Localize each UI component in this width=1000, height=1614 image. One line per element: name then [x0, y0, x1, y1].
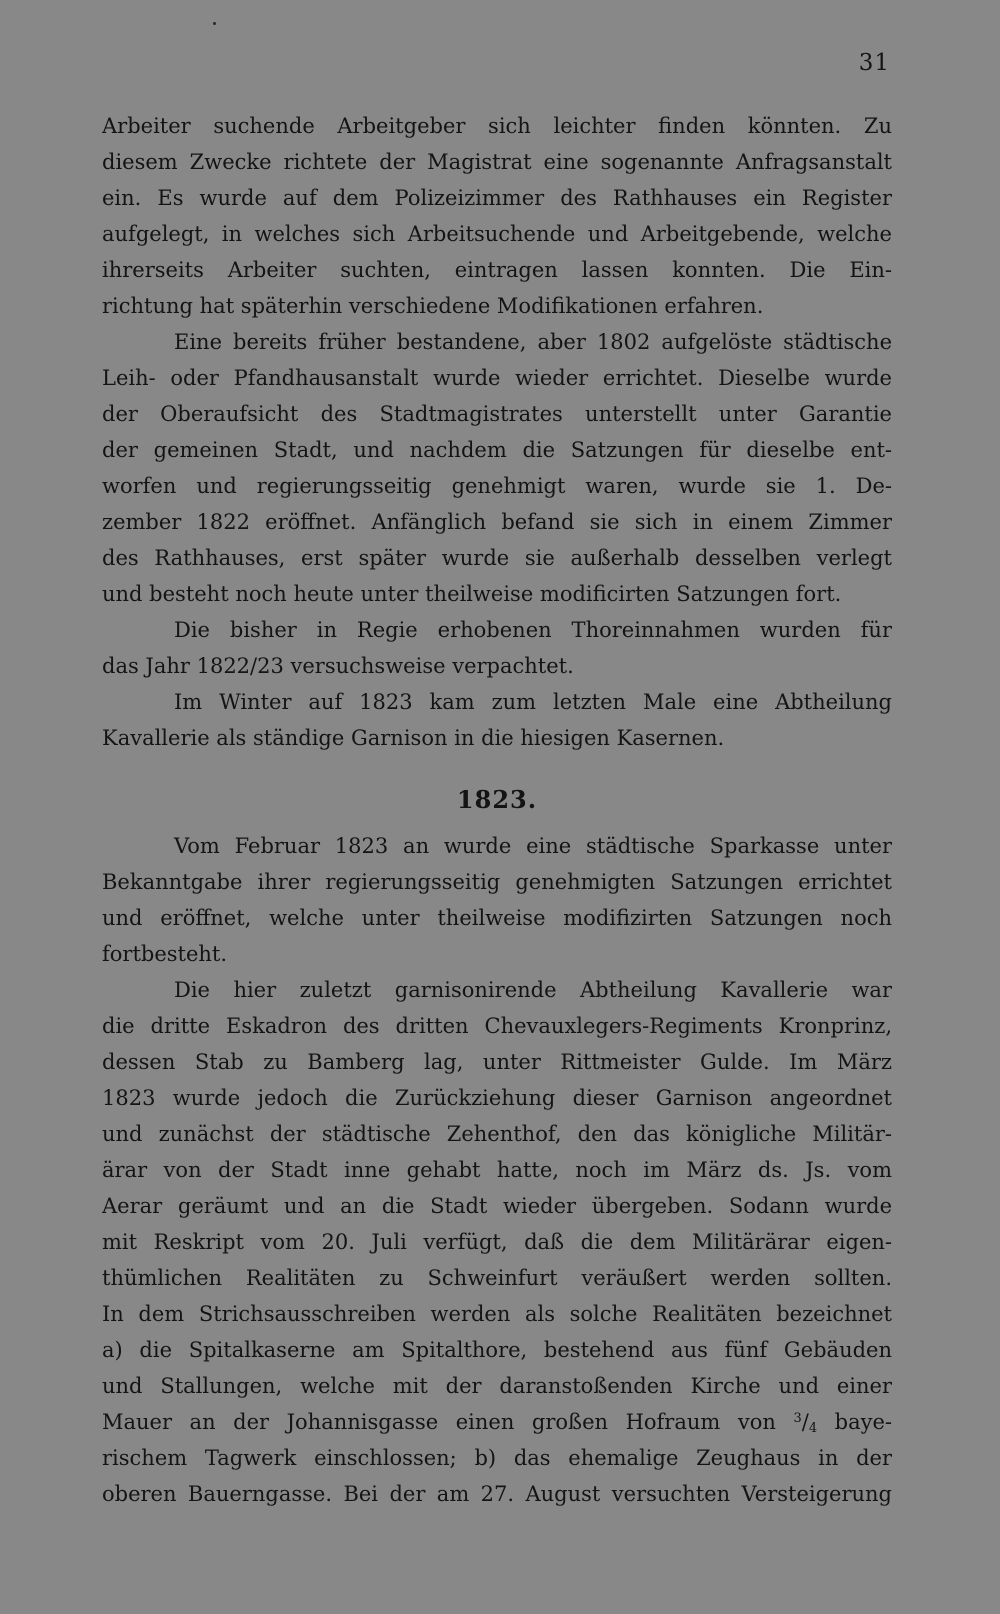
text-line: In dem Strichsausschreiben werden als solche Realitäten bezeichnet: [102, 1302, 892, 1326]
fraction-numerator: 3: [793, 1411, 802, 1426]
section-1822-text: [102, 108, 892, 756]
text-line: Kavallerie als ständige Garnison in die hiesigen Kasernen.: [102, 726, 725, 750]
text-line: thümlichen Realitäten zu Schweinfurt veräußert werden sollten.: [102, 1266, 892, 1290]
text-line: Arbeiter suchende Arbeitgeber sich leichter finden könnten. Zu: [102, 114, 892, 138]
text-line: zember 1822 eröffnet. Anfänglich befand sie sich in einem Zimmer: [102, 510, 892, 534]
page-body: [102, 108, 892, 1512]
text-line: Vom Februar 1823 an wurde eine städtische Sparkasse unter: [174, 834, 892, 858]
text-line: dessen Stab zu Bamberg lag, unter Rittmeister Gulde. Im März: [102, 1050, 892, 1074]
text-line-with-fraction: [102, 1404, 892, 1440]
text-line: das Jahr 1822/23 versuchsweise verpachtet.: [102, 654, 574, 678]
text-line: Die hier zuletzt garnisonirende Abtheilung Kavallerie war: [174, 978, 892, 1002]
text-line: ihrerseits Arbeiter suchten, eintragen lassen konnten. Die Ein-: [102, 258, 892, 282]
text-line: und zunächst der städtische Zehenthof, den das königliche Militär-: [102, 1122, 892, 1146]
text-line: Die bisher in Regie erhobenen Thoreinnahmen wurden für: [174, 618, 892, 642]
text-line: und besteht noch heute unter theilweise modificirten Satzungen fort.: [102, 582, 842, 606]
text-line: 1823 wurde jedoch die Zurückziehung dieser Garnison angeordnet: [102, 1086, 892, 1110]
text-line: rischem Tagwerk einschlossen; b) das ehemalige Zeughaus in der: [102, 1446, 892, 1470]
text-line: fortbesteht.: [102, 942, 228, 966]
text-line: Eine bereits früher bestandene, aber 1802 aufgelöste städtische: [174, 330, 892, 354]
text-line: des Rathhauses, erst später wurde sie außerhalb desselben verlegt: [102, 546, 892, 570]
text-line: aufgelegt, in welches sich Arbeitsuchende und Arbeitgebende, welche: [102, 222, 892, 246]
section-1823-text: [102, 828, 892, 1512]
fraction-slash: /: [801, 1410, 809, 1434]
text-line: der Oberaufsicht des Stadtmagistrates unterstellt unter Garantie: [102, 402, 892, 426]
text-line: und Stallungen, welche mit der daranstoßenden Kirche und einer: [102, 1374, 892, 1398]
text-line: a) die Spitalkaserne am Spitalthore, bestehend aus fünf Gebäuden: [102, 1338, 892, 1362]
text-line: mit Reskript vom 20. Juli verfügt, daß die dem Militärärar eigen-: [102, 1230, 892, 1254]
text-line: Aerar geräumt und an die Stadt wieder übergeben. Sodann wurde: [102, 1194, 892, 1218]
year-heading: 1823.: [456, 785, 538, 814]
text-segment: Mauer an der Johannisgasse einen großen Hofraum von: [102, 1410, 776, 1434]
text-segment: baye-: [817, 1410, 892, 1434]
text-line: ein. Es wurde auf dem Polizeizimmer des Rathhauses ein Register: [102, 186, 892, 210]
text-line: Im Winter auf 1823 kam zum letzten Male eine Abtheilung: [174, 690, 892, 714]
text-line: worfen und regierungsseitig genehmigt waren, wurde sie 1. De-: [102, 474, 892, 498]
page-number: 31: [858, 50, 890, 76]
text-line: diesem Zwecke richtete der Magistrat eine sogenannte Anfragsanstalt: [102, 150, 892, 174]
text-line: richtung hat späterhin verschiedene Modifikationen erfahren.: [102, 294, 764, 318]
text-line: oberen Bauerngasse. Bei der am 27. August versuchten Versteigerung: [102, 1482, 892, 1506]
text-line: die dritte Eskadron des dritten Chevauxlegers-Regiments Kronprinz,: [102, 1014, 892, 1038]
text-line: Bekanntgabe ihrer regierungsseitig genehmigten Satzungen errichtet: [102, 870, 892, 894]
ink-speck: [213, 22, 216, 25]
fraction-denominator: 4: [808, 1421, 818, 1436]
text-line: ärar von der Stadt inne gehabt hatte, noch im März ds. Js. vom: [102, 1158, 892, 1182]
text-line: Leih- oder Pfandhausanstalt wurde wieder errichtet. Dieselbe wurde: [102, 366, 892, 390]
text-line: und eröffnet, welche unter theilweise modifizirten Satzungen noch: [102, 906, 892, 930]
text-line: der gemeinen Stadt, und nachdem die Satzungen für dieselbe ent-: [102, 438, 892, 462]
